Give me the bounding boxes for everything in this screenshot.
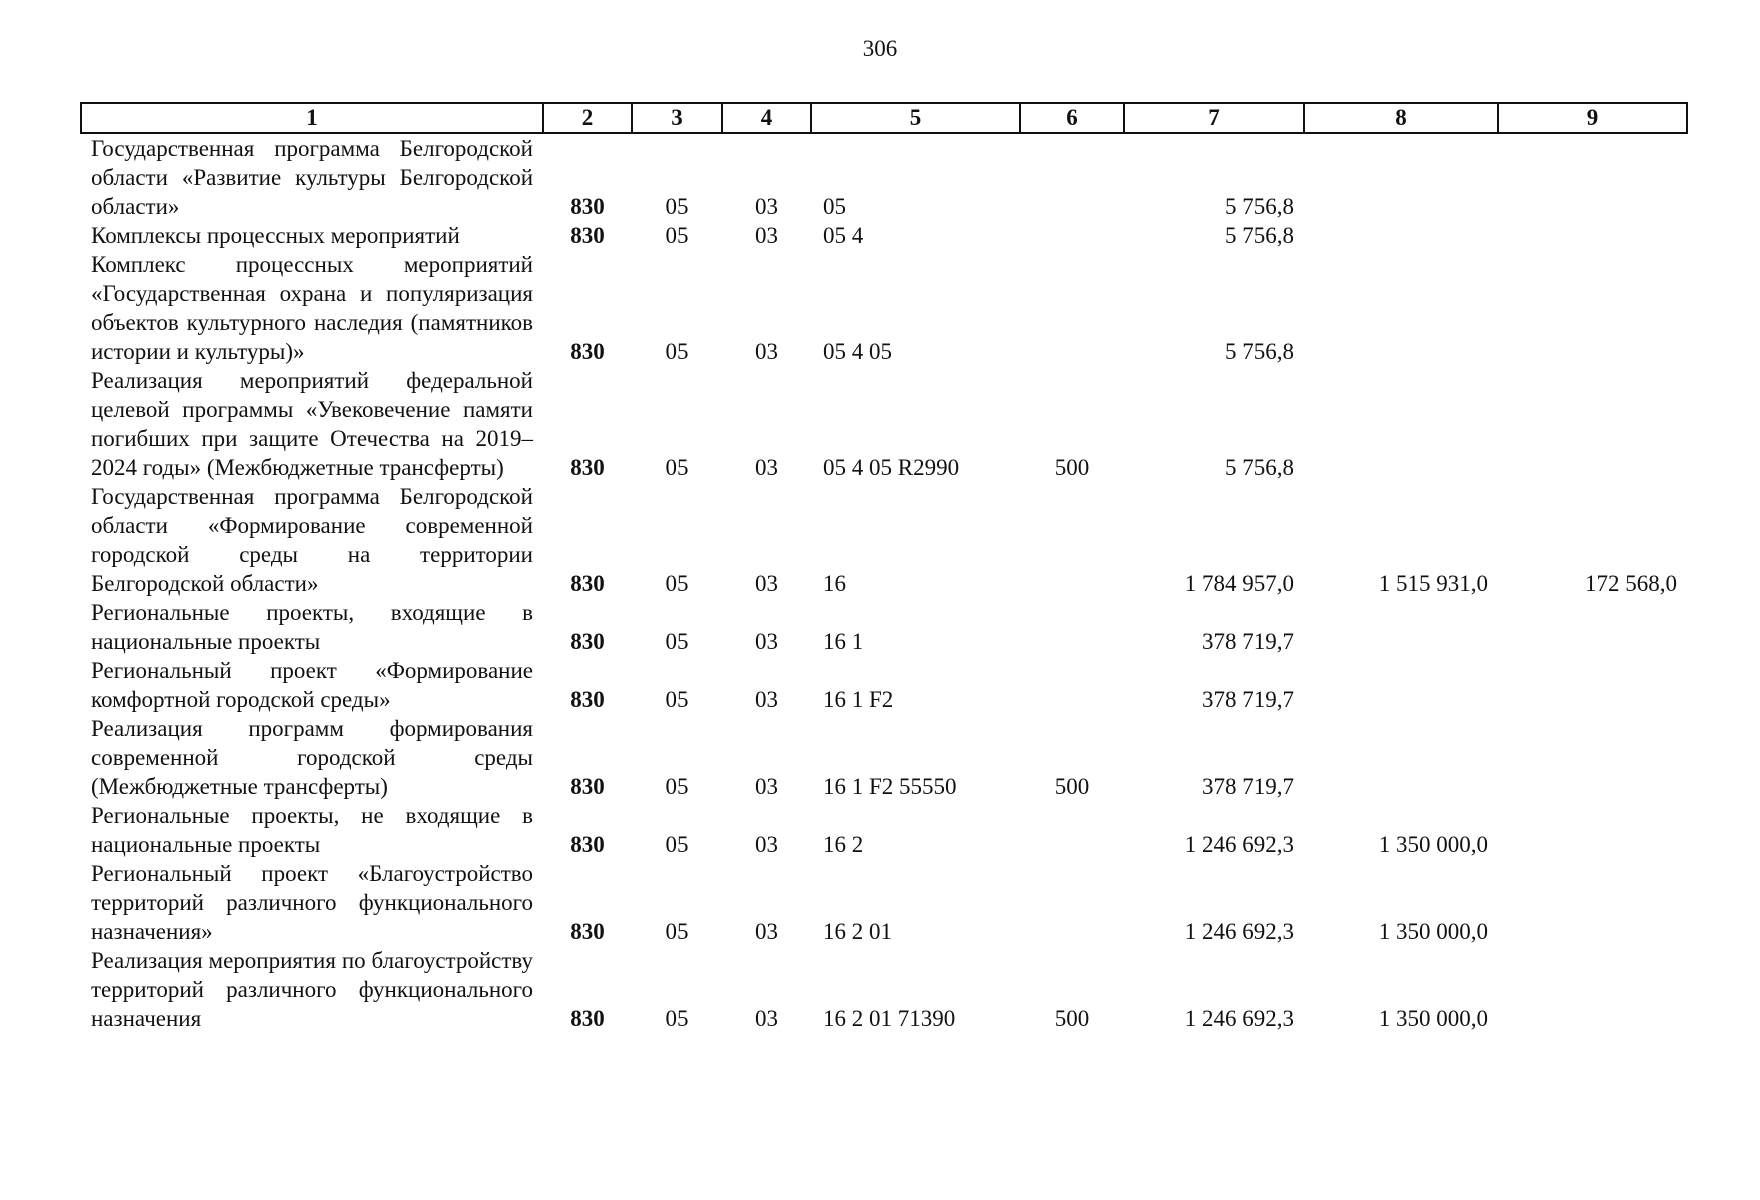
row-name: Реализация программ формирования современной городской среды (Межбюджетные трансферты)	[91, 716, 533, 799]
row-target-article: 05 4	[823, 223, 864, 248]
row-amount-3	[1498, 250, 1687, 366]
table-row	[81, 133, 1687, 221]
row-expense-type: 500	[1054, 774, 1090, 799]
row-section-code: 05	[665, 223, 689, 248]
table-header	[81, 103, 1687, 133]
row-name: Реализация мероприятия по благоустройству территорий различного функционального назначения	[91, 948, 533, 1031]
row-amount-3: 172 568,0	[1585, 571, 1677, 596]
row-amount-3	[1498, 801, 1687, 859]
row-subsection-code: 03	[755, 687, 778, 712]
row-amount-1: 5 756,8	[1225, 455, 1294, 480]
row-section-code: 05	[665, 455, 689, 480]
row-ved-code: 830	[570, 223, 605, 248]
row-section-code: 05	[665, 339, 689, 364]
page-number: 306	[862, 36, 898, 61]
row-name: Комплексы процессных мероприятий	[91, 223, 460, 248]
row-target-article: 05 4 05 R2990	[823, 455, 960, 480]
row-amount-1: 378 719,7	[1202, 629, 1294, 654]
row-amount-2: 1 350 000,0	[1378, 1006, 1488, 1031]
row-amount-1: 1 246 692,3	[1184, 1006, 1294, 1031]
row-section-code: 05	[665, 832, 689, 857]
row-amount-3	[1498, 133, 1687, 221]
table-row	[81, 859, 1687, 946]
row-expense-type	[1020, 133, 1124, 221]
row-name: Региональные проекты, входящие в национальные проекты	[91, 600, 533, 654]
row-ved-code: 830	[570, 194, 605, 219]
header-col-8: 8	[1304, 103, 1498, 133]
header-col-7: 7	[1124, 103, 1304, 133]
row-amount-2	[1304, 598, 1498, 656]
row-expense-type	[1020, 250, 1124, 366]
row-expense-type: 500	[1054, 1006, 1090, 1031]
row-amount-3	[1498, 221, 1687, 250]
row-amount-3	[1498, 656, 1687, 714]
row-target-article: 16 2	[823, 832, 864, 857]
row-amount-1: 378 719,7	[1202, 774, 1294, 799]
row-amount-3	[1498, 598, 1687, 656]
table-body	[81, 133, 1687, 1033]
row-amount-1: 5 756,8	[1225, 339, 1294, 364]
table-row	[81, 714, 1687, 801]
header-col-5: 5	[811, 103, 1020, 133]
row-amount-2: 1 515 931,0	[1378, 571, 1488, 596]
row-ved-code: 830	[570, 455, 605, 480]
row-subsection-code: 03	[755, 832, 778, 857]
row-expense-type: 500	[1054, 455, 1090, 480]
row-name: Комплекс процессных мероприятий «Государственная охрана и популяризация объектов культурного наследия (памятников истории и культуры)»	[91, 252, 533, 364]
header-col-6: 6	[1020, 103, 1124, 133]
row-expense-type	[1020, 801, 1124, 859]
row-target-article: 16 2 01 71390	[823, 1006, 956, 1031]
row-name: Реализация мероприятий федеральной целевой программы «Увековечение памяти погибших при защите Отечества на 2019–2024 годы» (Межбюджетные трансферты)	[91, 368, 533, 480]
row-subsection-code: 03	[755, 339, 778, 364]
row-ved-code: 830	[570, 832, 605, 857]
table-row	[81, 801, 1687, 859]
row-expense-type	[1020, 656, 1124, 714]
header-col-2: 2	[543, 103, 632, 133]
row-amount-1: 378 719,7	[1202, 687, 1294, 712]
row-amount-3	[1498, 714, 1687, 801]
budget-table	[80, 102, 1688, 1033]
row-section-code: 05	[665, 1006, 689, 1031]
row-section-code: 05	[665, 629, 689, 654]
row-amount-2	[1304, 714, 1498, 801]
table-row	[81, 366, 1687, 482]
row-amount-2	[1304, 366, 1498, 482]
row-target-article: 16 1 F2 55550	[823, 774, 957, 799]
row-section-code: 05	[665, 687, 689, 712]
row-target-article: 16 1	[823, 629, 864, 654]
row-amount-1: 5 756,8	[1225, 194, 1294, 219]
row-subsection-code: 03	[755, 571, 778, 596]
table-row	[81, 946, 1687, 1033]
row-ved-code: 830	[570, 919, 605, 944]
row-amount-2	[1304, 221, 1498, 250]
table-row	[81, 656, 1687, 714]
row-expense-type	[1020, 598, 1124, 656]
row-amount-1: 1 246 692,3	[1184, 832, 1294, 857]
row-subsection-code: 03	[755, 223, 778, 248]
row-amount-2	[1304, 133, 1498, 221]
row-amount-2	[1304, 656, 1498, 714]
row-amount-2: 1 350 000,0	[1378, 832, 1488, 857]
row-target-article: 05	[823, 194, 846, 219]
row-subsection-code: 03	[755, 774, 778, 799]
row-expense-type	[1020, 221, 1124, 250]
table-row	[81, 482, 1687, 598]
row-amount-3	[1498, 366, 1687, 482]
row-target-article: 16 2 01	[823, 919, 892, 944]
row-name: Региональный проект «Формирование комфортной городской среды»	[91, 658, 533, 712]
table-row	[81, 221, 1687, 250]
row-target-article: 05 4 05	[823, 339, 892, 364]
row-section-code: 05	[665, 571, 689, 596]
row-expense-type	[1020, 482, 1124, 598]
header-col-9: 9	[1498, 103, 1687, 133]
row-amount-1: 1 246 692,3	[1184, 919, 1294, 944]
row-ved-code: 830	[570, 1006, 605, 1031]
row-ved-code: 830	[570, 687, 605, 712]
row-ved-code: 830	[570, 774, 605, 799]
header-col-1: 1	[81, 103, 543, 133]
row-name: Государственная программа Белгородской области «Формирование современной городской среды на территории Белгородской области»	[91, 484, 533, 596]
row-amount-2: 1 350 000,0	[1378, 919, 1488, 944]
row-amount-1: 1 784 957,0	[1184, 571, 1294, 596]
row-name: Региональный проект «Благоустройство территорий различного функционального назначения»	[91, 861, 533, 944]
row-subsection-code: 03	[755, 194, 778, 219]
row-subsection-code: 03	[755, 455, 778, 480]
row-subsection-code: 03	[755, 1006, 778, 1031]
header-col-4: 4	[722, 103, 811, 133]
row-section-code: 05	[665, 919, 689, 944]
row-amount-1: 5 756,8	[1225, 223, 1294, 248]
row-subsection-code: 03	[755, 919, 778, 944]
row-ved-code: 830	[570, 629, 605, 654]
row-amount-3	[1498, 946, 1687, 1033]
row-expense-type	[1020, 859, 1124, 946]
table-row	[81, 250, 1687, 366]
row-ved-code: 830	[570, 339, 605, 364]
header-col-3: 3	[632, 103, 722, 133]
row-section-code: 05	[665, 194, 689, 219]
row-section-code: 05	[665, 774, 689, 799]
row-target-article: 16 1 F2	[823, 687, 894, 712]
row-amount-2	[1304, 250, 1498, 366]
row-name: Государственная программа Белгородской области «Развитие культуры Белгородской области»	[91, 136, 533, 219]
row-subsection-code: 03	[755, 629, 778, 654]
row-amount-3	[1498, 859, 1687, 946]
row-target-article: 16	[823, 571, 846, 596]
table-row	[81, 598, 1687, 656]
row-ved-code: 830	[570, 571, 605, 596]
row-name: Региональные проекты, не входящие в национальные проекты	[91, 803, 533, 857]
